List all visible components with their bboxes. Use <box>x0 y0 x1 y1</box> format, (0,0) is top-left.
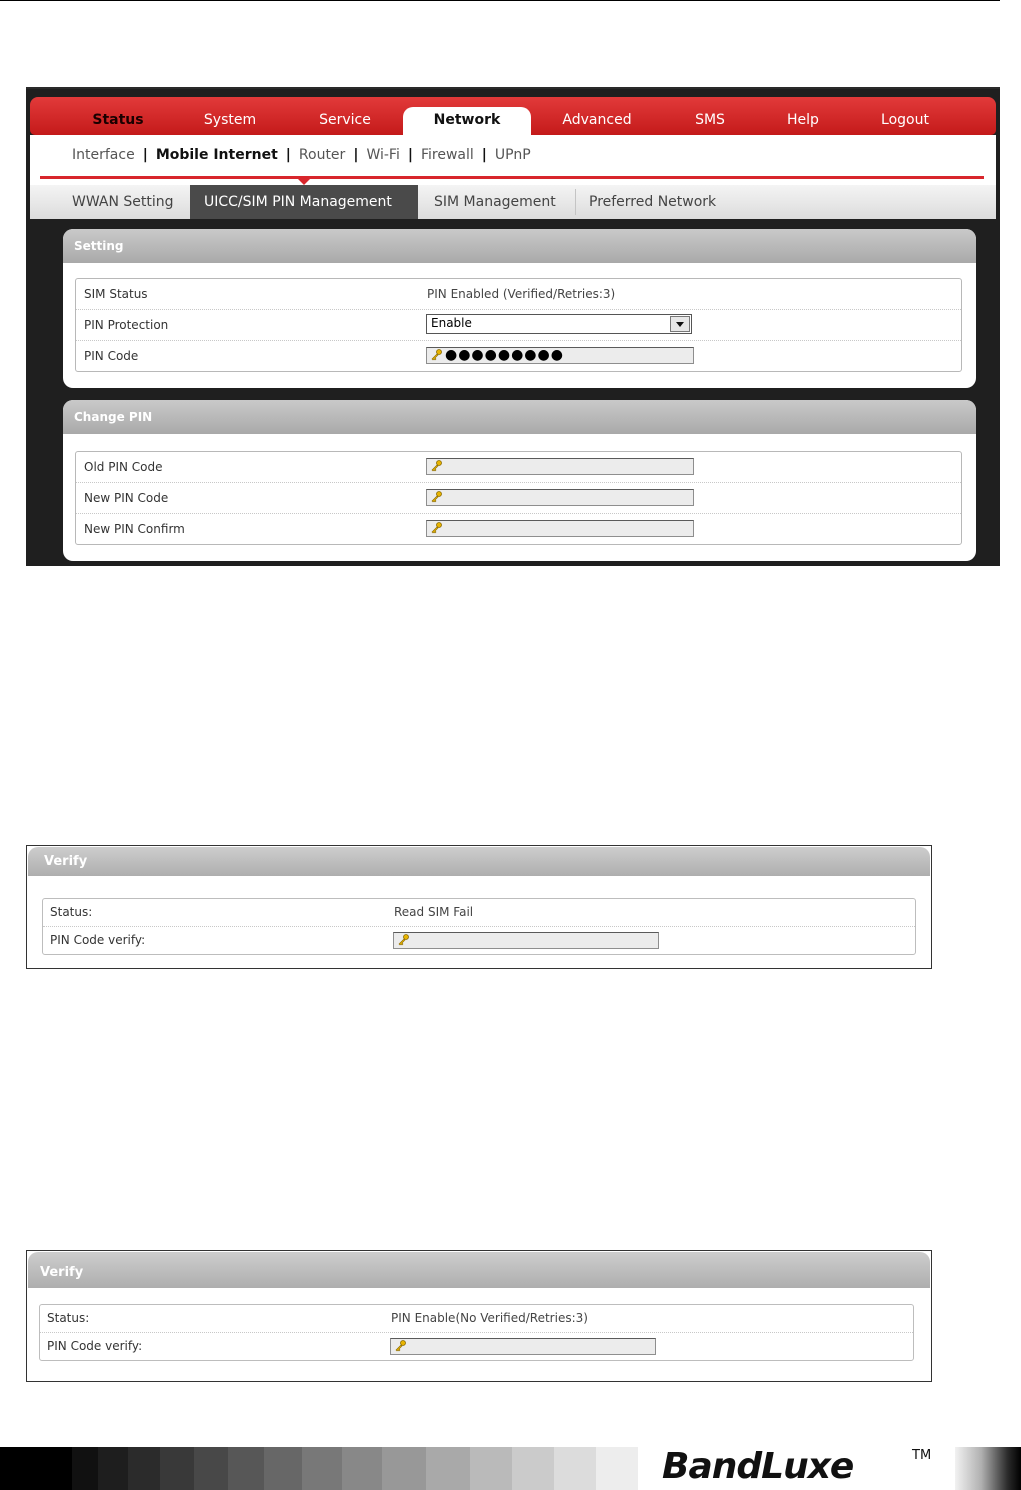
verify-panel-title: Verify <box>28 847 930 876</box>
verify-table <box>42 898 916 955</box>
router-ui-screenshot <box>26 87 1000 566</box>
verify-pin-label: PIN Code verify: <box>47 1339 143 1353</box>
main-menu-bar <box>30 97 996 135</box>
sim-status-value: PIN Enabled (Verified/Retries:3) <box>427 287 616 301</box>
setting-table <box>75 278 962 372</box>
menu-tab-network[interactable]: Network <box>403 107 531 135</box>
verify-status-label: Status: <box>50 905 93 919</box>
confirm-pin-label: New PIN Confirm <box>84 522 185 536</box>
new-pin-row <box>76 483 961 514</box>
key-icon <box>430 460 442 472</box>
tab-preferred-network[interactable]: Preferred Network <box>589 194 717 210</box>
change-pin-table <box>75 451 962 545</box>
verify-screenshot-pin-enable <box>26 1250 932 1382</box>
setting-panel-title: Setting <box>63 229 976 263</box>
menu-tab-help[interactable]: Help <box>787 112 819 128</box>
pin-code-input[interactable] <box>426 347 694 364</box>
verify-pin-row <box>40 1333 913 1360</box>
old-pin-input[interactable] <box>426 458 694 475</box>
menu-tab-sms[interactable]: SMS <box>695 112 725 128</box>
sim-status-row <box>76 279 961 310</box>
tab-wwan-setting[interactable]: WWAN Setting <box>72 194 174 210</box>
verify-panel-title: Verify <box>28 1252 930 1288</box>
pin-code-masked-value: ●●●●●●●●● <box>445 347 564 363</box>
subnav-interface[interactable]: Interface <box>72 147 135 163</box>
verify-pin-input[interactable] <box>393 932 659 949</box>
menu-tab-advanced[interactable]: Advanced <box>562 112 632 128</box>
pin-protection-select[interactable] <box>426 314 692 334</box>
bandluxe-logo: BandLuxe <box>662 1446 854 1487</box>
pin-code-row <box>76 341 961 371</box>
menu-tab-system[interactable]: System <box>203 112 257 128</box>
sim-status-label: SIM Status <box>84 287 148 301</box>
verify-screenshot-read-sim-fail <box>26 845 932 969</box>
tab-uicc-sim-pin-management[interactable]: UICC/SIM PIN Management <box>190 185 418 219</box>
menu-tab-service[interactable]: Service <box>319 112 371 128</box>
chevron-down-icon[interactable] <box>670 316 690 332</box>
verify-status-row <box>40 1305 913 1333</box>
subnav-divider <box>40 176 984 179</box>
verify-table <box>39 1304 914 1361</box>
verify-pin-input[interactable] <box>390 1338 656 1355</box>
key-icon <box>394 1340 406 1352</box>
page-footer-band <box>0 1447 1021 1490</box>
verify-pin-label: PIN Code verify: <box>50 933 146 947</box>
setting-panel <box>63 229 976 388</box>
verify-status-label: Status: <box>47 1311 90 1325</box>
new-pin-input[interactable] <box>426 489 694 506</box>
pin-protection-label: PIN Protection <box>84 318 169 332</box>
subnav-upnp[interactable]: UPnP <box>494 147 531 163</box>
key-icon <box>430 491 442 503</box>
old-pin-label: Old PIN Code <box>84 460 163 474</box>
verify-status-value: PIN Enable(No Verified/Retries:3) <box>391 1311 588 1325</box>
confirm-pin-input[interactable] <box>426 520 694 537</box>
sub-navigation: Interface | Mobile Internet | Router | Wi-Fi | Firewall | UPnP <box>30 135 996 185</box>
change-pin-panel-title: Change PIN <box>63 400 976 434</box>
key-icon <box>430 349 442 361</box>
trademark-mark: TM <box>912 1448 932 1463</box>
verify-status-value: Read SIM Fail <box>394 905 474 919</box>
secondary-tabs <box>30 185 996 219</box>
pin-protection-selected: Enable <box>431 316 472 330</box>
verify-status-row <box>43 899 915 927</box>
subnav-firewall[interactable]: Firewall <box>420 147 474 163</box>
old-pin-row <box>76 452 961 483</box>
key-icon <box>397 934 409 946</box>
key-icon <box>430 522 442 534</box>
subnav-wifi[interactable]: Wi-Fi <box>366 147 400 163</box>
menu-tab-status[interactable]: Status <box>92 112 144 128</box>
menu-tab-logout[interactable]: Logout <box>881 112 929 128</box>
change-pin-panel <box>63 400 976 561</box>
subnav-router[interactable]: Router <box>298 147 346 163</box>
new-pin-label: New PIN Code <box>84 491 169 505</box>
confirm-pin-row <box>76 514 961 544</box>
subnav-mobile-internet[interactable]: Mobile Internet <box>155 147 278 163</box>
pin-protection-row <box>76 310 961 341</box>
pin-code-label: PIN Code <box>84 349 139 363</box>
tab-sim-management[interactable]: SIM Management <box>434 194 556 210</box>
page-top-rule <box>0 0 1000 1</box>
verify-pin-row <box>43 927 915 954</box>
